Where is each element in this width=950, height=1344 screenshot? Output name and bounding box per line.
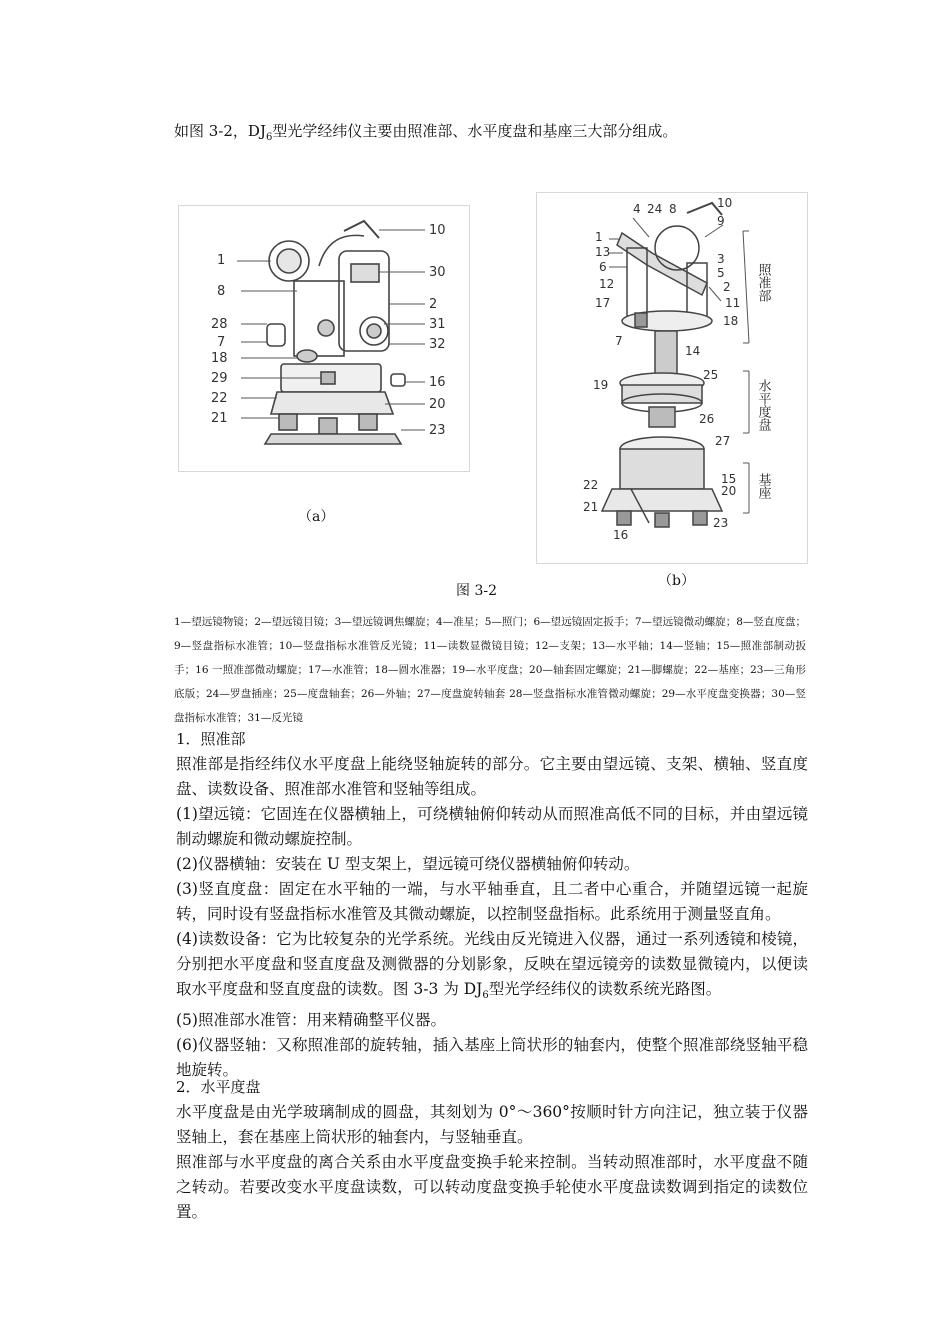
- caption-a: （a）: [298, 509, 335, 525]
- section1-body: [140, 752, 808, 1083]
- label-b-4: 4: [633, 202, 641, 216]
- section1-p6: (5)照准部水准管：用来精确整平仪器。: [176, 1011, 446, 1030]
- label-b-2: 2: [723, 280, 731, 294]
- label-b-19: 19: [593, 378, 609, 392]
- label-a-29: 29: [211, 371, 228, 386]
- label-b-1: 1: [595, 230, 603, 244]
- label-b-15: 15: [721, 472, 737, 486]
- label-a-18: 18: [211, 351, 228, 366]
- section1-p4: (3)竖直度盘：固定在水平轴的一端，与水平轴垂直，且二者中心重合，并随望远镜一起旋转，同时设有竖盘指标水准管及其微动螺旋，以控制竖盘指标。此系统用于测量竖直角。: [176, 880, 808, 923]
- label-b-9: 9: [717, 214, 725, 228]
- label-b-23: 23: [713, 516, 729, 530]
- label-b-7: 7: [615, 334, 623, 348]
- label-b-22: 22: [583, 478, 599, 492]
- figure-legend: 1—望远镜物镜；2—望远镜目镜；3—望远镜调焦螺旋；4—准星；5—照门；6—望远镜固定扳手；7—望远镜微动螺旋；8—竖直度盘；9—竖盘指标水准管；10—竖盘指标水准管反光镜；11—读数显微镜目镜；12—支架；13—水平轴；14—竖轴；15—照准部制动扳手；16 一照准部微动螺旋；17—水准管；18—圆水准器；19—水平度盘；20—轴套固定螺旋；21—脚螺旋；22—基座；23—三角形底版；24—罗盘插座；25—度盘轴套；26—外轴；27—度盘旋转轴套 28—竖盘指标水准管微动螺旋；29—水平度盘变换器；30—竖盘指标水准管；31—反光镜: [174, 616, 806, 724]
- label-a-21: 21: [211, 411, 228, 426]
- label-a-7: 7: [217, 335, 226, 350]
- figure-b-frame: [536, 192, 808, 564]
- section1-p5: (4)读数设备：它为比较复杂的光学系统。光线由反光镜进入仪器，通过一系列透镜和棱镜，分别把水平度盘和竖直度盘及测微器的分划影象，反映在望远镜旁的读数显微镜内，以便读取水平度盘和竖直度盘的读数。图 3-3 为 $DJ_6$型光学经纬仪的读数系统光路图。: [176, 930, 808, 1002]
- figure-title: 图 3-2: [456, 583, 497, 599]
- label-a-2: 2: [429, 297, 438, 312]
- label-b-18: 18: [723, 314, 739, 328]
- label-b-25: 25: [703, 368, 719, 382]
- label-a-28: 28: [211, 317, 228, 332]
- section1-p2: (1)望远镜：它固连在仪器横轴上，可绕横轴俯仰转动从而照准高低不同的目标，并由望远镜制动螺旋和微动螺旋控制。: [176, 805, 808, 848]
- label-a-20: 20: [429, 397, 446, 412]
- label-b-5: 5: [717, 266, 725, 280]
- theodolite-diagram-a: [179, 206, 469, 471]
- label-b-24: 24: [647, 202, 663, 216]
- label-b-26: 26: [699, 412, 715, 426]
- label-b-21: 21: [583, 500, 599, 514]
- group-label-base: 基座: [755, 473, 771, 499]
- label-a-16: 16: [429, 375, 446, 390]
- group-label-alidade: 照准部: [755, 263, 771, 302]
- section2-p1: 水平度盘是由光学玻璃制成的圆盘，其刻划为 0°～360°按顺时针方向注记，独立装于仪器竖轴上，套在基座上筒状形的轴套内，与竖轴垂直。: [176, 1103, 808, 1146]
- theodolite-exploded-diagram-b: [537, 193, 807, 563]
- section1-p3: (2)仪器横轴：安装在 U 型支架上，望远镜可绕仪器横轴俯仰转动。: [176, 855, 640, 873]
- section2-body: [140, 1100, 808, 1225]
- label-b-6: 6: [599, 260, 607, 274]
- label-b-11: 11: [725, 296, 741, 310]
- label-a-8: 8: [217, 284, 226, 299]
- caption-b: （b）: [658, 573, 695, 589]
- label-b-3: 3: [717, 252, 725, 266]
- label-b-17: 17: [595, 296, 611, 310]
- section1-p7: (6)仪器竖轴：又称照准部的旋转轴，插入基座上筒状形的轴套内，使整个照准部绕竖轴平稳地旋转。: [176, 1036, 808, 1080]
- label-a-23: 23: [429, 423, 446, 438]
- label-b-13: 13: [595, 245, 611, 259]
- label-a-1: 1: [217, 253, 226, 268]
- label-b-20: 20: [721, 484, 737, 498]
- label-b-14: 14: [685, 344, 701, 358]
- intro-text: 如图 3-2，$DJ_6$型光学经纬仪主要由照准部、水平度盘和基座三大部分组成。: [174, 122, 678, 143]
- label-a-31: 31: [429, 317, 446, 332]
- section1-p1: 照准部是指经纬仪水平度盘上能绕竖轴旋转的部分。它主要由望远镜、支架、横轴、竖直度盘、读数设备、照准部水准管和竖轴等组成。: [176, 755, 808, 798]
- figure-a-frame: [178, 205, 470, 472]
- label-a-32: 32: [429, 337, 446, 352]
- group-label-horizontal-circle: 水平度盘: [755, 379, 771, 431]
- label-b-16: 16: [613, 528, 629, 542]
- label-b-12: 12: [599, 277, 615, 291]
- section2-heading: 2．水平度盘: [176, 1078, 261, 1096]
- label-b-8: 8: [669, 202, 677, 216]
- label-a-22: 22: [211, 391, 228, 406]
- section1-heading: 1．照准部: [176, 730, 246, 748]
- label-b-27: 27: [715, 434, 731, 448]
- section2-p2: 照准部与水平度盘的离合关系由水平度盘变换手轮来控制。当转动照准部时，水平度盘不随之转动。若要改变水平度盘读数，可以转动度盘变换手轮使水平度盘读数调到指定的读数位置。: [176, 1153, 808, 1221]
- label-a-10: 10: [429, 223, 446, 238]
- label-b-10: 10: [717, 196, 733, 210]
- label-a-30: 30: [429, 265, 446, 280]
